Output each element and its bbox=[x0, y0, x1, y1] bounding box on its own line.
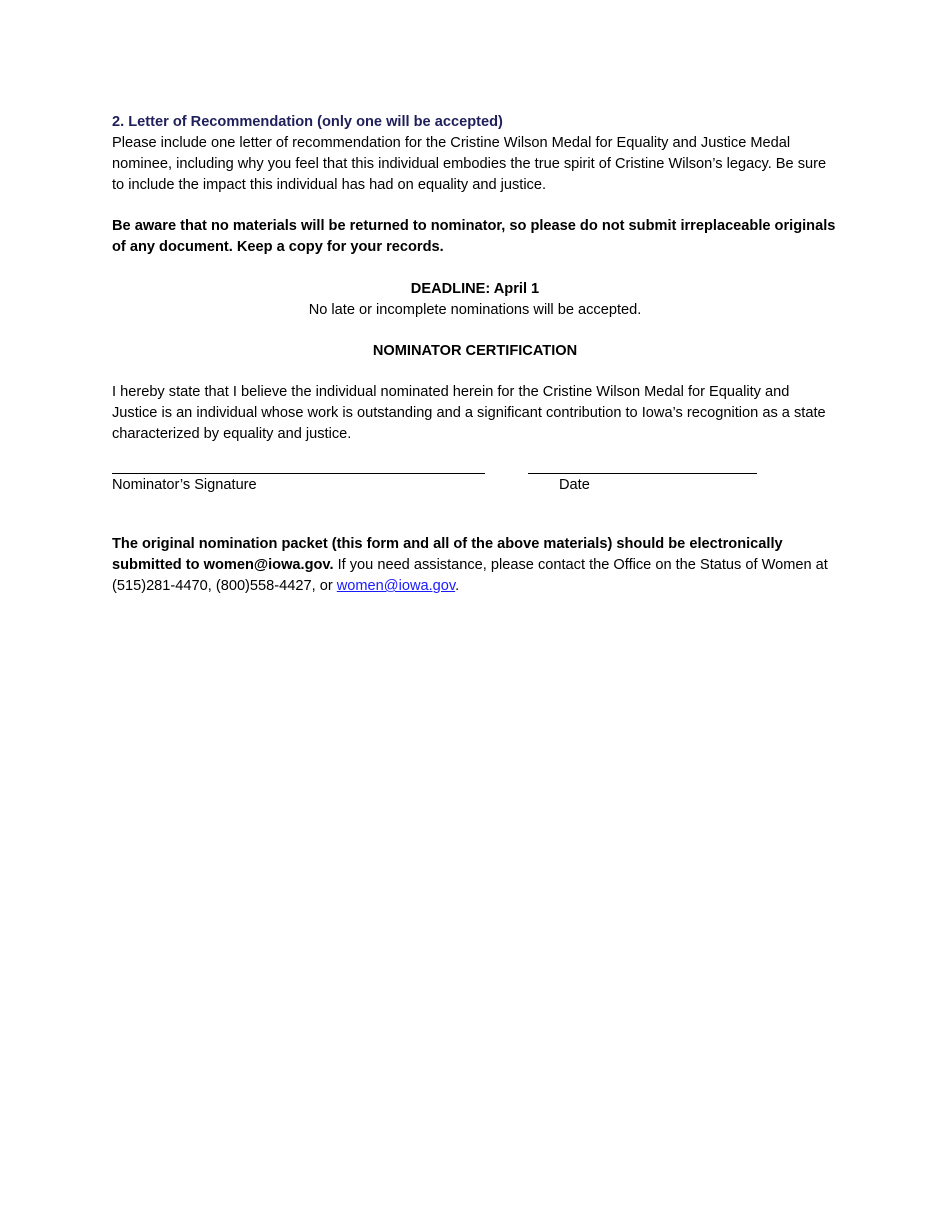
submission-end-punct: . bbox=[455, 578, 460, 594]
signature-label: Nominator’s Signature bbox=[112, 477, 257, 493]
date-line bbox=[528, 473, 757, 474]
notice-text: Be aware that no materials will be returned to nominator, so please do not submit irreplaceable originals of any document. Keep a copy for your records. bbox=[112, 218, 836, 255]
email-link[interactable]: women@iowa.gov bbox=[336, 578, 456, 594]
submission-bold-text: The original nomination packet (this form and all of the above materials) should be electronically submitted to women@iowa.gov. bbox=[112, 536, 783, 573]
document-content bbox=[112, 112, 838, 597]
date-label: Date bbox=[559, 477, 590, 493]
signature-row bbox=[112, 464, 838, 534]
certification-heading: NOMINATOR CERTIFICATION bbox=[372, 343, 578, 359]
signature-line bbox=[112, 473, 485, 474]
submission-paragraph bbox=[112, 534, 838, 597]
submission-regular-text: If you need assistance, please contact the Office on the Status of Women at (515)281-4470, (800)558-4427, or bbox=[112, 557, 828, 594]
section-body: Please include one letter of recommendation for the Cristine Wilson Medal for Equality and Justice Medal nominee, including why you feel that this individual embodies the true spirit of Cristine Wilson’s legacy. Be sure to include the impact this individual has had on equality and justice. bbox=[112, 135, 827, 193]
certification-statement: I hereby state that I believe the individual nominated herein for the Cristine Wilson Medal for Equality and Justice is an individual whose work is outstanding and a significant contribution to Iowa’s recognition as a state characterized by equality and justice. bbox=[112, 384, 826, 442]
section-heading: 2. Letter of Recommendation (only one will be accepted) bbox=[112, 114, 503, 130]
deadline-label: DEADLINE: April 1 bbox=[410, 281, 540, 297]
deadline-note: No late or incomplete nominations will be accepted. bbox=[308, 302, 642, 318]
